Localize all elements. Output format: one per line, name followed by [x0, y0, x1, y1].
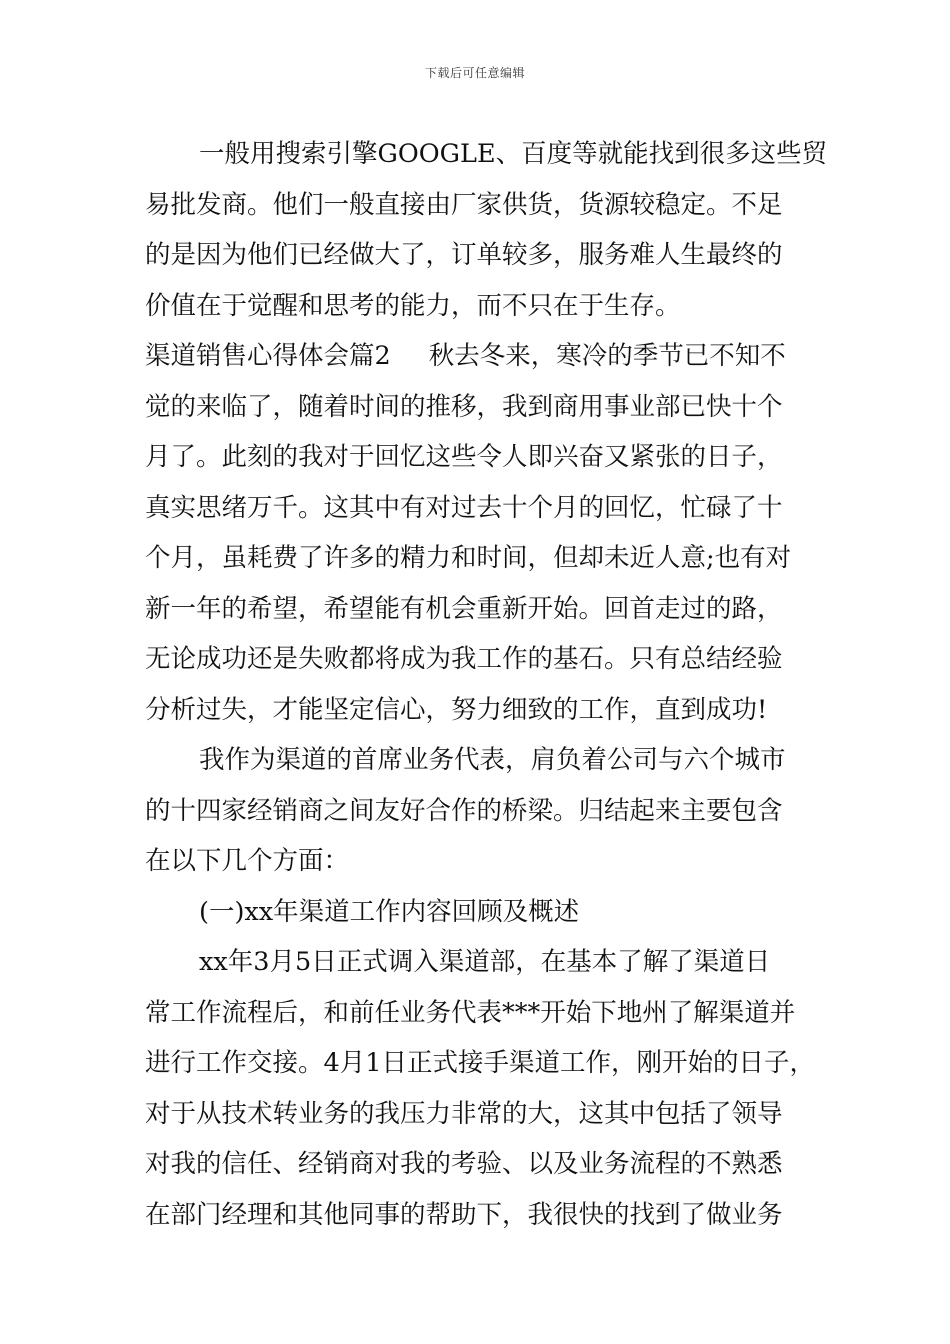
- paragraph-line: 常工作流程后，和前任业务代表***开始下地州了解渠道并: [145, 997, 796, 1028]
- paragraph-line: 的是因为他们已经做大了，订单较多，服务难人生最终的: [145, 240, 783, 270]
- paragraph-line: 在以下几个方面：: [145, 846, 350, 876]
- paragraph-line: 觉的来临了，随着时间的推移，我到商用事业部已快十个: [145, 391, 783, 422]
- paragraph-line: 无论成功还是失败都将成为我工作的基石。只有总结经验: [145, 644, 783, 674]
- paragraph-line: 进行工作交接。4月1日正式接手渠道工作，刚开始的日子，: [145, 1048, 815, 1078]
- paragraph-line: 在部门经理和其他同事的帮助下，我很快的找到了做业务: [145, 1199, 783, 1230]
- paragraph-line: 对我的信任、经销商对我的考验、以及业务流程的不熟悉: [145, 1149, 783, 1179]
- subsection-heading: (一)xx年渠道工作内容回顾及概述: [199, 896, 580, 927]
- paragraph-line: 易批发商。他们一般直接由厂家供货，货源较稳定。不足: [145, 189, 783, 220]
- page-header-note: 下载后可任意编辑: [424, 66, 525, 80]
- paragraph-line: 分析过失，才能坚定信心，努力细致的工作，直到成功!: [145, 694, 768, 725]
- paragraph-line: 对于从技术转业务的我压力非常的大，这其中包括了领导: [145, 1098, 783, 1129]
- paragraph-line-start: 秋去冬来，寒冷的季节已不知不: [428, 341, 786, 371]
- paragraph-line: 的十四家经销商之间友好合作的桥梁。归结起来主要包含: [145, 795, 783, 826]
- paragraph-line: 价值在于觉醒和思考的能力，而不只在于生存。: [145, 290, 681, 321]
- paragraph-line: 个月，虽耗费了许多的精力和时间，但却未近人意;也有对: [145, 543, 792, 573]
- paragraph-line: 新一年的希望，希望能有机会重新开始。回首走过的路，: [145, 593, 783, 624]
- document-body: [145, 129, 828, 1240]
- section-heading-line: [145, 331, 810, 382]
- paragraph-line: xx年3月5日正式调入渠道部，在基本了解了渠道日: [199, 947, 771, 977]
- paragraph-line: 一般用搜索引擎GOOGLE、百度等就能找到很多这些贸: [199, 139, 828, 169]
- section-heading: 渠道销售心得体会篇2: [145, 341, 391, 371]
- paragraph-line: 月了。此刻的我对于回忆这些令人即兴奋又紧张的日子，: [145, 442, 783, 472]
- paragraph-line: 真实思绪万千。这其中有对过去十个月的回忆，忙碌了十: [145, 492, 783, 523]
- paragraph-line: 我作为渠道的首席业务代表，肩负着公司与六个城市: [199, 745, 786, 775]
